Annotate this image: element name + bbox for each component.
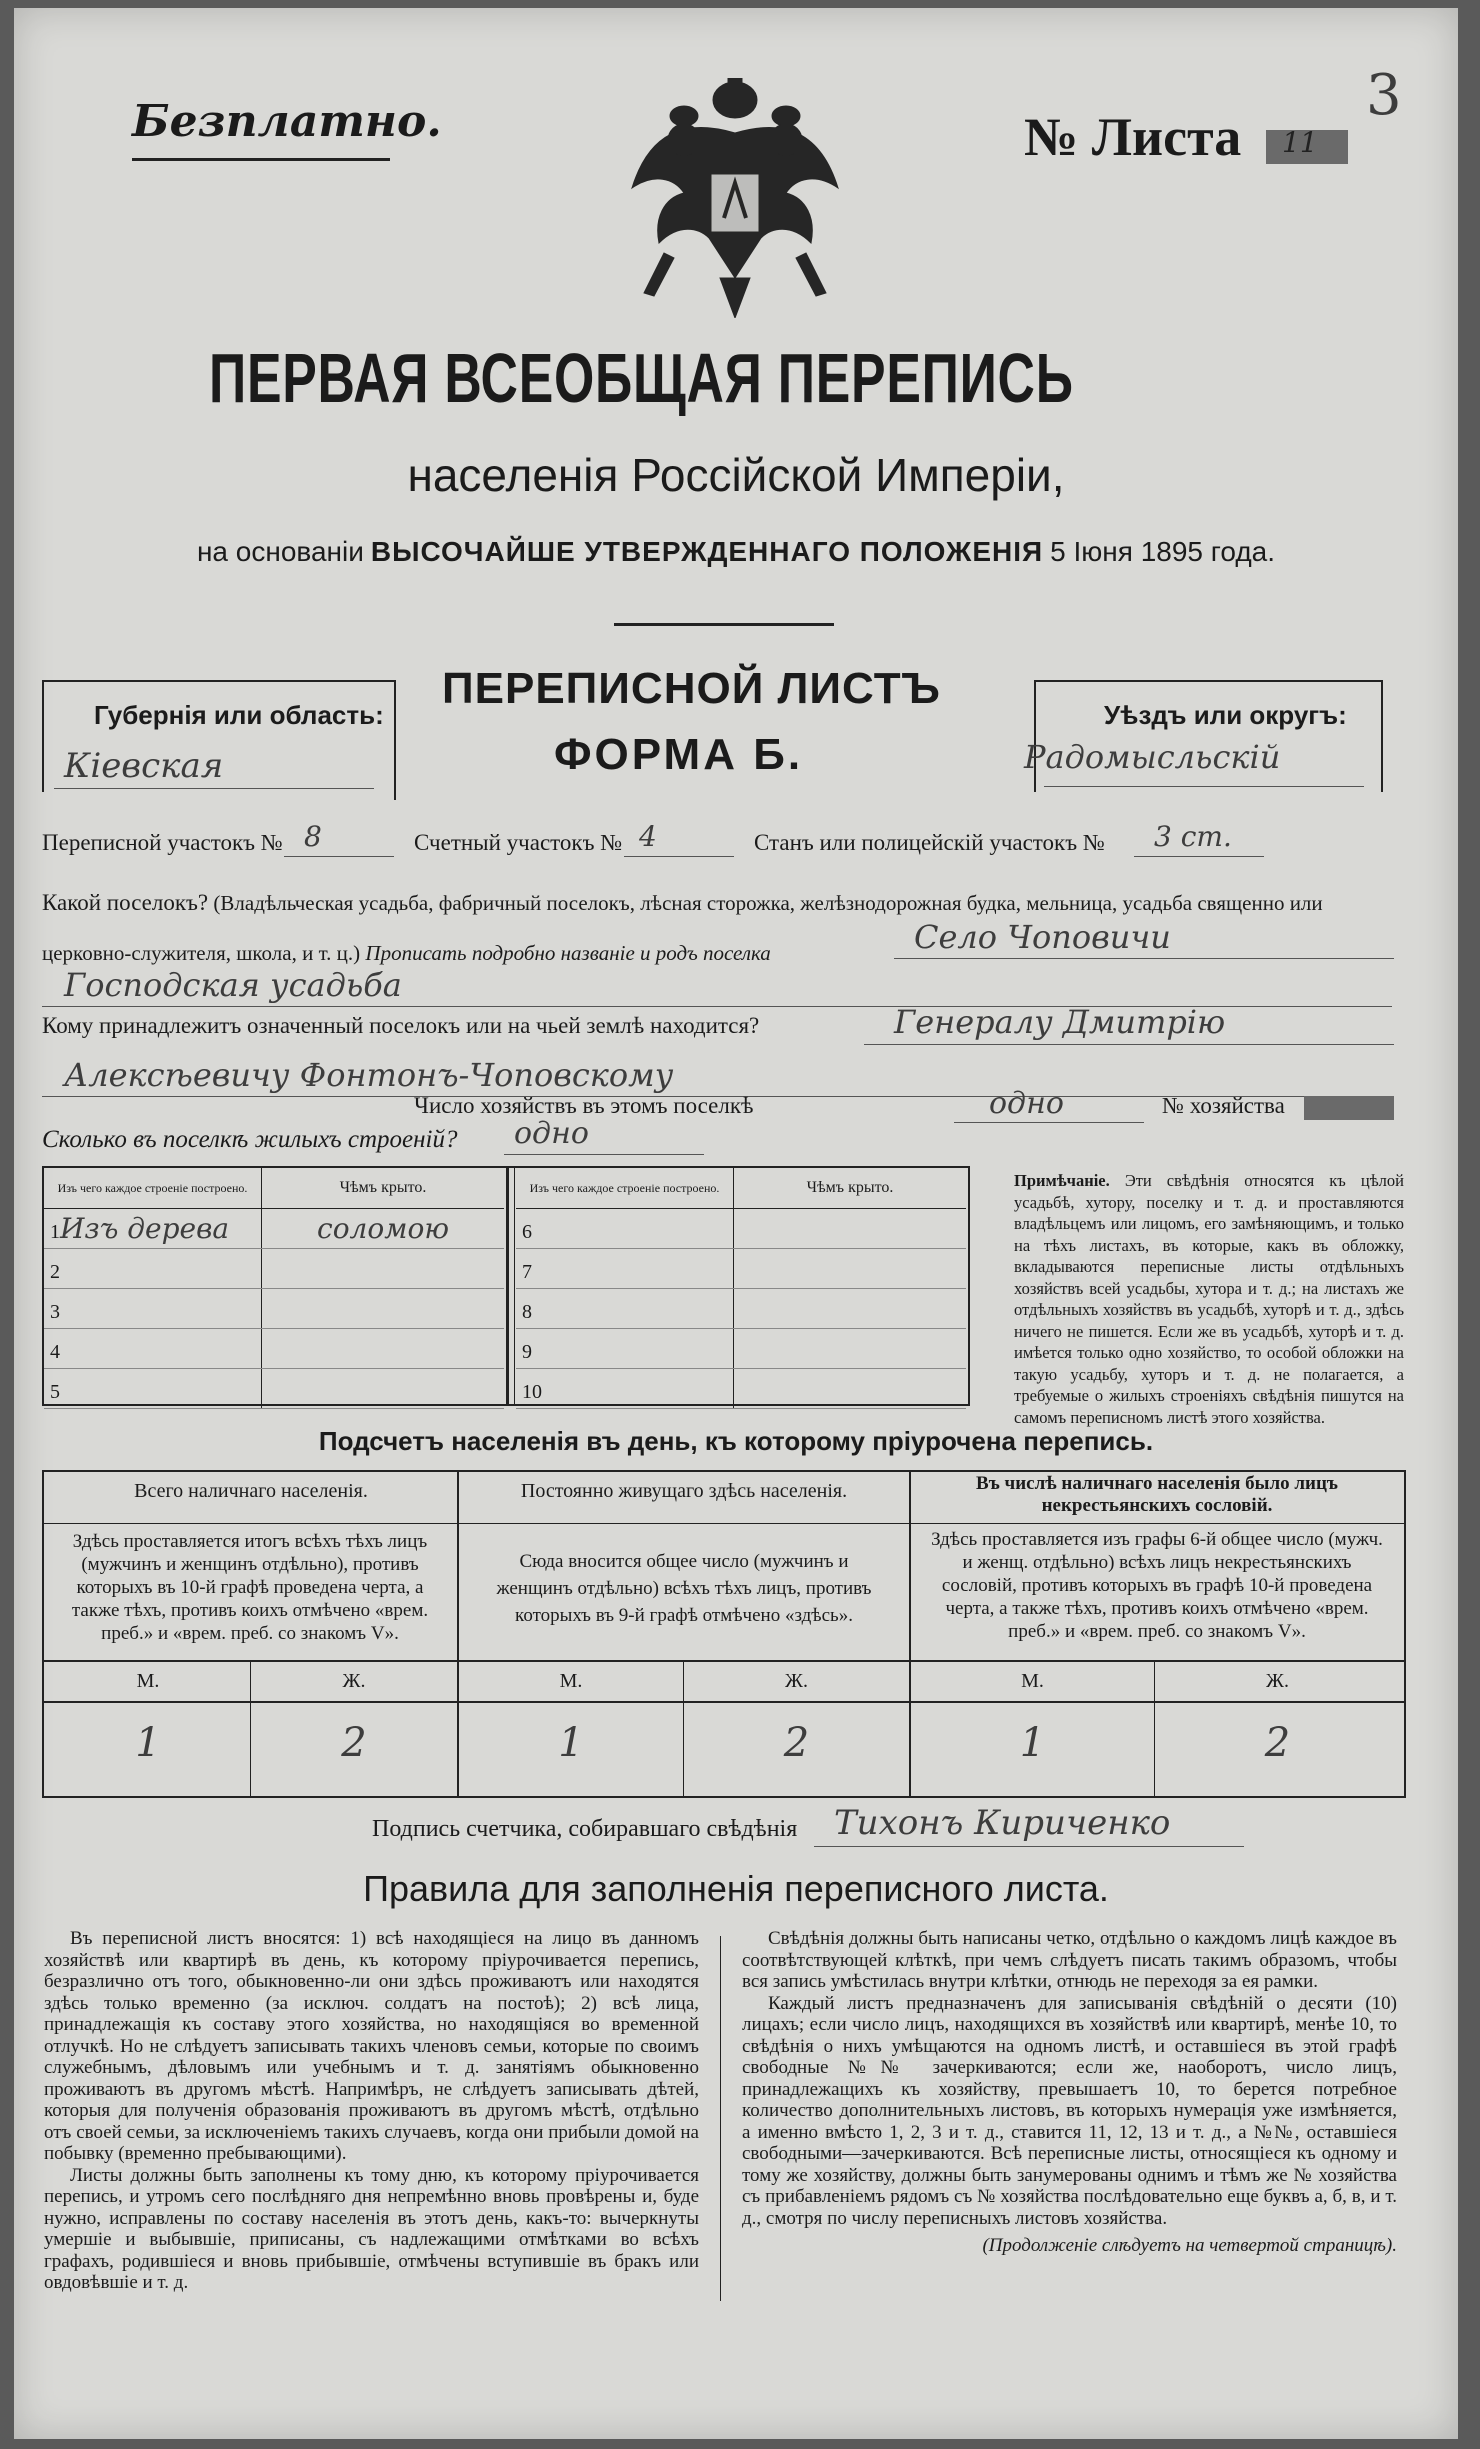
building-row-number: 1 <box>50 1221 60 1243</box>
household-no-box <box>1304 1096 1394 1120</box>
note-text: Эти свѣдѣнія относятся къ цѣлой усадьбѣ, хутору, поселку и т. д. и проставляются владѣльцемъ или лицомъ, его замѣняющимъ, и только на тѣхъ листахъ, въ которые, какъ въ обложку, вкладываются переписные листы отдѣльныхъ хозяйствъ всей усадьбы, хутора и т. д.; на листахъ же отдѣльныхъ хозяйствъ въ усадьбѣ, хуторѣ и т. д., здѣсь ничего не пишется. Если же въ усадьбѣ, хуторѣ и т. д. имѣется только одно хозяйство, то особой обложки на такую усадьбу, хуторъ и т. д. не полагается, а требуемые о жилыхъ строеніяхъ свѣдѣнія пишутся на самомъ переписномъ листѣ этого хозяйства. <box>1014 1171 1404 1427</box>
owner-value-1: Генералу Дмитрію <box>894 1003 1226 1041</box>
settlement-hint: (Владѣльческая усадьба, фабричный поселокъ, лѣсная сторожка, желѣзнодорожная будка, мельница, усадьба священно или церковно-служителя, школа, и т. ц.) <box>42 891 1323 965</box>
col-roof-header: Чѣмъ крыто. <box>734 1168 967 1209</box>
pop-col2-desc: Сюда вносится общее число (мужчинъ и женщинъ отдѣльно) всѣхъ тѣхъ лицъ, противъ которыхъ въ 9-й графѣ отмѣчено «здѣсь». <box>496 1551 872 1626</box>
building-row <box>44 1249 504 1289</box>
building-row-number: 7 <box>522 1261 532 1283</box>
building-material-cell <box>44 1209 262 1249</box>
census-section-line <box>284 856 394 857</box>
imperial-eagle-icon <box>624 78 846 318</box>
building-row <box>516 1369 966 1409</box>
count-section-value: 4 <box>639 820 657 853</box>
building-roof-cell <box>734 1249 967 1289</box>
buildings-label: Сколько въ поселкѣ жилыхъ строеній? <box>42 1126 458 1153</box>
building-row-number: 4 <box>50 1341 60 1363</box>
province-value: Кіевская <box>64 746 224 786</box>
basis-line <box>14 536 1458 569</box>
building-roof-cell <box>734 1369 967 1409</box>
basis-caps: ВЫСОЧАЙШЕ УТВЕРЖДЕННАГО ПОЛОЖЕНІЯ <box>370 536 1044 567</box>
rules-left-p1: Въ переписной листъ вносятся: 1) всѣ находящіеся на лицо въ данномъ хозяйствѣ или квартирѣ въ день, къ которому пріурочивается перепись, безразлично отъ того, обыкновенно-ли они здѣсь проживаютъ или находятся здѣсь только временно (за исключ. солдатъ на постоѣ); 2) всѣ лица, принадлежащія къ составу этого хозяйства, но находящіяся во временной отлучкѣ. Но не слѣдуетъ записывать такихъ членовъ семьи, которые по своимъ служебнымъ, дѣловымъ или учебнымъ и т. д. занятіямъ обыкновенно проживаютъ въ другомъ мѣстѣ. Напримѣръ, не слѣдуетъ записывать дѣтей, которыя для полученія образованія проживаютъ въ другомъ мѣстѣ, отдѣльно отъ своей семьи, за исключеніемъ такихъ случаевъ, когда они прибыли домой на побывку (временно пребывающими). <box>44 1928 699 2164</box>
buildings-value: одно <box>514 1116 589 1151</box>
pop-col1-title: Всего наличнаго населенія. <box>134 1480 368 1502</box>
buildings-table-right <box>516 1168 966 1409</box>
pop-row-line-1 <box>44 1523 1406 1524</box>
building-material-cell <box>516 1329 734 1369</box>
building-row-number: 6 <box>522 1221 532 1243</box>
rules-right-p1: Свѣдѣнія должны быть написаны четко, отдѣльно о каждомъ лицѣ каждое въ соотвѣтствующей клѣткѣ, при чемъ слѣдуетъ писать такимъ образомъ, чтобы вся запись умѣстилась внутри клѣтки, отнюдь не переходя за ея рамки. <box>742 1928 1397 1992</box>
main-title: ПЕРВАЯ ВСЕОБЩАЯ ПЕРЕПИСЬ <box>209 339 1074 417</box>
building-row <box>44 1329 504 1369</box>
rules-left-column <box>44 1928 699 2294</box>
basis-suffix: 5 Іюня 1895 года. <box>1050 536 1276 567</box>
owner-value-2: Алексѣевичу Фонтонъ-Чоповскому <box>64 1056 674 1094</box>
pop-col2-title: Постоянно живущаго здѣсь населенія. <box>520 1480 848 1502</box>
rules-left-p2: Листы должны быть заполнены къ тому дню, къ которому пріурочивается перепись, и утромъ сего послѣдняго дня непремѣнно вновь провѣрены и, буде нужно, исправлены по составу населенія въ этотъ день, какъ-то: вычеркнуты умершіе и выбывшіе, приписаны, съ надлежащими отмѣтками во всѣхъ графахъ, родившіеся и вновь прибывшіе, отмѣчены вступившіе въ бракъ или овдовѣвшіе и т. д. <box>44 2164 699 2293</box>
building-row <box>516 1209 966 1249</box>
household-no-label: № хозяйства <box>1162 1093 1285 1118</box>
corner-mark: 3 <box>1366 63 1402 128</box>
building-row <box>44 1289 504 1329</box>
pop-row-line-2 <box>44 1660 1406 1662</box>
free-underline <box>132 158 390 161</box>
settlement-line-1 <box>894 958 1394 959</box>
building-row-number: 3 <box>50 1301 60 1323</box>
buildings-table-grid <box>516 1168 966 1409</box>
settlement-value-1: Село Чоповичи <box>914 918 1171 956</box>
building-row <box>516 1249 966 1289</box>
col-material-header: Изъ чего каждое строеніе построено. <box>516 1168 734 1209</box>
rules-heading: Правила для заполненія переписного листа. <box>363 1868 1109 1909</box>
police-line <box>1134 856 1264 857</box>
nonpeasant-female-count: 2 <box>1264 1720 1291 1766</box>
pop-col3-title: Въ числѣ наличнаго населенія было лицъ некрестьянскихъ сословій. <box>976 1473 1338 1516</box>
building-row <box>44 1209 504 1249</box>
buildings-table-left <box>44 1168 504 1409</box>
rules-right-p2: Каждый листъ предназначенъ для записыванія свѣдѣній о десяти (10) лицахъ; если число лицъ, находящихся въ хозяйствѣ или квартирѣ, менѣе 10, то свѣдѣнія о нихъ умѣщаются на одномъ листѣ, и оставшіеся въ этой графѣ свободные №№ зачеркиваются; если же, наоборотъ, число лицъ, принадлежащихъ къ хозяйству, превышаетъ 10, то берется потребное количество дополнительныхъ листовъ, въ которыхъ нумерація уже измѣняется, а именно вмѣсто 1, 2, 3 и т. д., ставится 11, 12, 13 и т. д., а №№, оставшіеся свободными—зачеркиваются. Всѣ переписные листы, относящіеся къ одному и тому же хозяйству, должны быть занумерованы однимъ и тѣмъ же № хозяйства съ прибавленіемъ рядомъ съ № хозяйства послѣдовательно еще буквъ а, б, в, и т. д., смотря по числу переписныхъ листовъ хозяйства. <box>742 1992 1397 2229</box>
building-row-number: 10 <box>522 1381 542 1403</box>
building-roof-cell <box>262 1369 505 1409</box>
nonpeasant-male-count: 1 <box>1019 1720 1046 1766</box>
settlement-instr: Прописать подробно названіе и родъ поселка <box>365 941 771 965</box>
households-line <box>954 1122 1144 1123</box>
census-section-label: Переписной участокъ № <box>42 830 283 855</box>
rules-right-column <box>742 1928 1397 2257</box>
settlement-label: Какой поселокъ? <box>42 890 209 915</box>
owner-label: Кому принадлежитъ означенный поселокъ или на чьей землѣ находится? <box>42 1013 760 1038</box>
buildings-line <box>504 1154 704 1155</box>
district-value: Радомысльскій <box>1024 738 1281 776</box>
settlement-block <box>42 878 1412 978</box>
pop-col1-f-label: Ж. <box>342 1670 366 1692</box>
building-roof-cell <box>734 1329 967 1369</box>
building-roof-cell <box>262 1329 505 1369</box>
building-material-cell <box>44 1329 262 1369</box>
building-material-cell <box>44 1249 262 1289</box>
owner-line-1 <box>864 1044 1394 1045</box>
buildings-table-divider <box>506 1166 509 1404</box>
province-label: Губернія или область: <box>94 700 384 730</box>
pop-col2-f-label: Ж. <box>785 1670 808 1692</box>
present-male-count: 1 <box>135 1720 161 1766</box>
count-section-label: Счетный участокъ № <box>414 830 623 855</box>
note-block <box>1014 1170 1404 1428</box>
sheet-no-label: № Листа <box>1024 107 1242 167</box>
building-row <box>516 1289 966 1329</box>
sheet-no-value: 11 <box>1282 126 1318 159</box>
count-section-line <box>624 856 734 857</box>
building-material-cell <box>516 1289 734 1329</box>
province-underline <box>54 788 374 789</box>
free-label: Безплатно. <box>132 96 442 147</box>
col-roof-header: Чѣмъ крыто. <box>262 1168 505 1209</box>
building-roof-cell <box>734 1209 967 1249</box>
col-material-header: Изъ чего каждое строеніе построено. <box>44 1168 262 1209</box>
building-row <box>44 1369 504 1409</box>
subtitle: населенія Россійской Имперіи, <box>407 449 1065 501</box>
building-material-cell <box>516 1369 734 1409</box>
rules-continued: (Продолженіе слѣдуетъ на четвертой страницѣ). <box>982 2235 1397 2256</box>
police-value: 3 ст. <box>1154 820 1232 853</box>
present-female-count: 2 <box>341 1720 367 1766</box>
district-label: Уѣздъ или округъ: <box>1104 700 1347 730</box>
pop-col1-desc: Здѣсь проставляется итогъ всѣхъ тѣхъ лицъ (мужчинъ и женщинъ отдѣльно), противъ которыхъ въ 10-й графѣ проведена черта, а также тѣхъ, противъ коихъ отмѣчено «врем. преб.» и «врем. преб. со знакомъ V». <box>71 1531 429 1644</box>
form-heading: ПЕРЕПИСНОЙ ЛИСТЪ <box>442 664 941 713</box>
building-material-value: Изъ дерева <box>60 1212 230 1245</box>
building-row <box>516 1329 966 1369</box>
building-row-number: 2 <box>50 1261 60 1283</box>
building-material-cell <box>516 1209 734 1249</box>
building-roof-cell <box>262 1249 505 1289</box>
building-row-number: 8 <box>522 1301 532 1323</box>
households-value: одно <box>989 1086 1064 1121</box>
building-roof-cell: соломою <box>262 1209 505 1249</box>
note-label: Примѣчаніе. <box>1014 1171 1110 1190</box>
rules-divider <box>720 1936 721 2301</box>
permanent-female-count: 2 <box>783 1720 810 1766</box>
signature-line <box>814 1846 1244 1847</box>
pop-col3-f-label: Ж. <box>1266 1670 1289 1692</box>
census-section-value: 8 <box>304 820 322 853</box>
building-roof-cell <box>734 1289 967 1329</box>
pop-col1-m-label: М. <box>136 1670 160 1692</box>
settlement-value-2: Господская усадьба <box>64 966 402 1004</box>
population-heading: Подсчетъ населенія въ день, къ которому пріурочена перепись. <box>318 1426 1154 1456</box>
building-material-cell <box>516 1249 734 1289</box>
building-material-cell <box>44 1369 262 1409</box>
permanent-male-count: 1 <box>558 1720 584 1766</box>
pop-col2-m-label: М. <box>559 1670 583 1692</box>
building-row-number: 9 <box>522 1341 532 1363</box>
census-sheet <box>14 8 1458 2439</box>
signature-value: Тихонъ Кириченко <box>834 1803 1171 1843</box>
buildings-table-grid <box>44 1168 504 1409</box>
building-material-cell <box>44 1289 262 1329</box>
buildings-table-divider-2 <box>514 1166 515 1404</box>
signature-label: Подпись счетчика, собиравшаго свѣдѣнія <box>372 1816 798 1842</box>
building-row-number: 5 <box>50 1381 60 1403</box>
building-roof-cell <box>262 1289 505 1329</box>
basis-prefix: на основаніи <box>196 536 364 567</box>
form-subheading: ФОРМА Б. <box>554 730 804 779</box>
pop-row-line-3 <box>44 1701 1406 1703</box>
province-box-divider <box>394 680 396 800</box>
police-label: Станъ или полицейскій участокъ № <box>754 830 1105 855</box>
pop-col3-m-label: М. <box>1021 1670 1044 1692</box>
households-label: Число хозяйствъ въ этомъ поселкѣ <box>414 1093 754 1118</box>
pop-col3-desc: Здѣсь проставляется изъ графы 6-й общее число (мужч. и женщ. отдѣльно) всѣхъ лицъ некрестьянскихъ сословій, противъ которыхъ въ графѣ 10-й проведена черта, а также тѣхъ, противъ коихъ отмѣчено «врем. преб.» и «врем. преб. со знакомъ V». <box>931 1529 1383 1642</box>
title-rule <box>614 623 834 626</box>
district-underline <box>1044 786 1364 787</box>
